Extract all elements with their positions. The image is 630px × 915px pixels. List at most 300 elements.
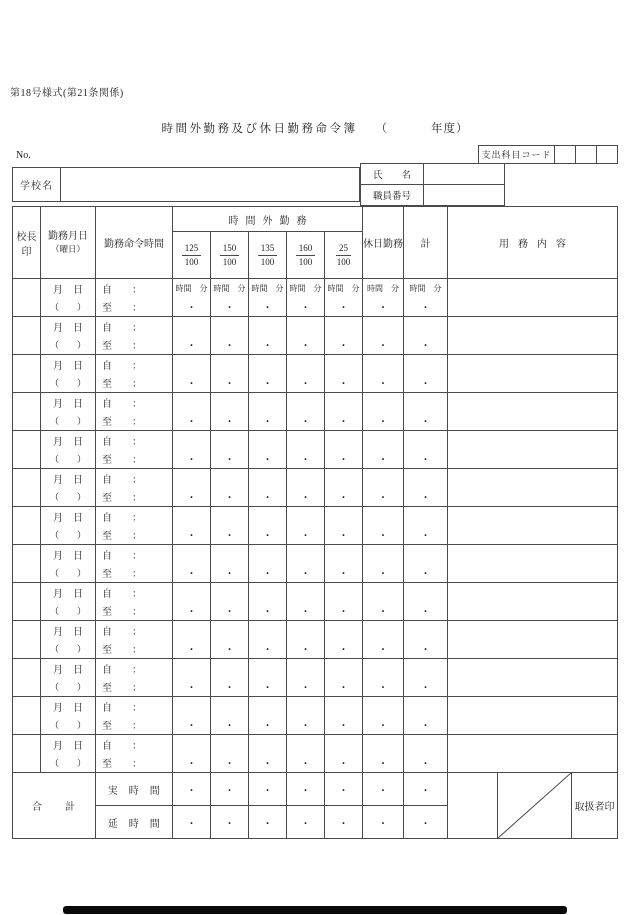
month-day-label: 月 日 bbox=[53, 398, 83, 410]
unit-label bbox=[325, 431, 362, 450]
rate-25-cell bbox=[325, 317, 363, 355]
unit-label: 時間 分 bbox=[409, 283, 442, 293]
dot-mark: ・ bbox=[378, 341, 389, 353]
unit-label bbox=[173, 697, 210, 716]
to-label: 至 ： bbox=[102, 569, 142, 581]
total-cell bbox=[404, 279, 448, 317]
dot-mark: ・ bbox=[186, 417, 197, 429]
work-date-stack bbox=[41, 507, 95, 544]
dot-mark: ・ bbox=[300, 607, 311, 619]
from-label: 自 ： bbox=[102, 398, 142, 410]
total-cell bbox=[404, 469, 448, 507]
unit-label bbox=[287, 355, 324, 374]
work-date-cell bbox=[41, 507, 96, 545]
scan-edge-artifact bbox=[63, 906, 567, 914]
dot-mark: ・ bbox=[420, 417, 431, 429]
rate-125-cell bbox=[173, 545, 211, 583]
school-name-label: 学校名 bbox=[13, 168, 61, 201]
dot-mark: ・ bbox=[186, 607, 197, 619]
actual-rate-160-cell: ・ bbox=[287, 773, 325, 806]
dot-mark: ・ bbox=[338, 455, 349, 467]
seal-cell bbox=[13, 355, 41, 393]
work-date-cell bbox=[41, 735, 96, 773]
from-label: 自 ： bbox=[102, 550, 142, 562]
unit-label bbox=[325, 697, 362, 716]
unit-label bbox=[404, 659, 447, 678]
extended-holiday-cell: ・ bbox=[363, 806, 404, 839]
rate-25-cell bbox=[325, 735, 363, 773]
order-time-cell bbox=[96, 279, 173, 317]
dot-mark: ・ bbox=[186, 721, 197, 733]
seal-cell bbox=[13, 469, 41, 507]
entry-row bbox=[13, 735, 618, 773]
month-day-label: 月 日 bbox=[53, 360, 83, 372]
dot-mark: ・ bbox=[338, 493, 349, 505]
from-label: 自 ： bbox=[102, 322, 142, 334]
rate-125-cell bbox=[173, 735, 211, 773]
rate-125-cell bbox=[173, 621, 211, 659]
duty-content-cell bbox=[448, 469, 618, 507]
duty-content-cell bbox=[448, 621, 618, 659]
order-time-cell bbox=[96, 697, 173, 735]
dot-mark: ・ bbox=[420, 645, 431, 657]
dot-mark: ・ bbox=[262, 721, 273, 733]
order-time-stack bbox=[96, 697, 172, 734]
unit-label: 時間 分 bbox=[251, 283, 284, 293]
dot-mark: ・ bbox=[186, 341, 197, 353]
rate-160-cell bbox=[287, 317, 325, 355]
month-day-label: 月 日 bbox=[53, 284, 83, 296]
rate-135-cell bbox=[249, 317, 287, 355]
title-row bbox=[0, 120, 630, 136]
entry-row bbox=[13, 431, 618, 469]
month-day-label: 月 日 bbox=[53, 626, 83, 638]
unit-label bbox=[287, 431, 324, 450]
seal-cell bbox=[13, 621, 41, 659]
dot-mark: ・ bbox=[420, 569, 431, 581]
order-time-stack bbox=[96, 469, 172, 506]
dot-mark: ・ bbox=[378, 303, 389, 315]
name-box bbox=[360, 163, 505, 206]
order-table bbox=[12, 206, 618, 839]
rate-160-cell bbox=[287, 735, 325, 773]
rate-125-cell bbox=[173, 469, 211, 507]
work-date-cell bbox=[41, 659, 96, 697]
duty-content-cell bbox=[448, 545, 618, 583]
holiday-cell bbox=[363, 431, 404, 469]
duty-content-cell bbox=[448, 659, 618, 697]
dot-mark: ・ bbox=[338, 417, 349, 429]
unit-label bbox=[287, 507, 324, 526]
unit-label bbox=[211, 621, 248, 640]
unit-label bbox=[404, 697, 447, 716]
rate-160-cell bbox=[287, 697, 325, 735]
unit-label bbox=[404, 355, 447, 374]
rate-125-cell bbox=[173, 659, 211, 697]
rate-125-denominator: 100 bbox=[184, 256, 199, 267]
entry-row bbox=[13, 355, 618, 393]
unit-label bbox=[249, 735, 286, 754]
dot-mark: ・ bbox=[420, 341, 431, 353]
unit-label bbox=[211, 583, 248, 602]
rate-25-header bbox=[325, 232, 363, 279]
work-date-cell bbox=[41, 279, 96, 317]
duty-header: 用務内容 bbox=[448, 207, 618, 279]
total-cell bbox=[404, 621, 448, 659]
unit-label bbox=[211, 659, 248, 678]
rate-25-numerator: 25 bbox=[336, 243, 351, 256]
rate-25-cell bbox=[325, 507, 363, 545]
weekday-paren: （ ） bbox=[49, 416, 86, 427]
rate-135-header bbox=[249, 232, 287, 279]
rate-160-cell bbox=[287, 621, 325, 659]
to-label: 至 ： bbox=[102, 607, 142, 619]
rate-135-cell bbox=[249, 355, 287, 393]
order-time-stack bbox=[96, 317, 172, 354]
unit-label bbox=[287, 621, 324, 640]
duty-content-cell bbox=[448, 355, 618, 393]
total-cell bbox=[404, 355, 448, 393]
unit-label bbox=[211, 507, 248, 526]
order-time-cell bbox=[96, 431, 173, 469]
dot-mark: ・ bbox=[300, 531, 311, 543]
unit-label bbox=[173, 317, 210, 336]
actual-time-row bbox=[13, 773, 618, 806]
rate-150-cell bbox=[211, 659, 249, 697]
extended-rate-125-cell: ・ bbox=[173, 806, 211, 839]
from-label: 自 ： bbox=[102, 474, 142, 486]
dot-mark: ・ bbox=[300, 569, 311, 581]
unit-label bbox=[287, 735, 324, 754]
dot-mark: ・ bbox=[420, 531, 431, 543]
order-time-cell bbox=[96, 545, 173, 583]
weekday-paren: （ ） bbox=[49, 340, 86, 351]
work-date-stack bbox=[41, 317, 95, 354]
rate-160-cell bbox=[287, 279, 325, 317]
unit-label bbox=[363, 621, 403, 640]
dot-mark: ・ bbox=[262, 455, 273, 467]
unit-label: 時間 分 bbox=[289, 283, 322, 293]
weekday-paren: （ ） bbox=[49, 682, 86, 693]
dot-mark: ・ bbox=[378, 759, 389, 771]
order-time-cell bbox=[96, 621, 173, 659]
duty-content-cell bbox=[448, 735, 618, 773]
actual-rate-135-cell: ・ bbox=[249, 773, 287, 806]
order-time-stack bbox=[96, 621, 172, 658]
unit-label: 時間 分 bbox=[367, 283, 400, 293]
dot-mark: ・ bbox=[224, 493, 235, 505]
rate-135-cell bbox=[249, 659, 287, 697]
rate-150-cell bbox=[211, 393, 249, 431]
unit-label bbox=[325, 545, 362, 564]
dot-mark: ・ bbox=[186, 493, 197, 505]
dot-mark: ・ bbox=[262, 303, 273, 315]
holiday-cell bbox=[363, 507, 404, 545]
unit-label bbox=[363, 507, 403, 526]
duty-content-cell bbox=[448, 279, 618, 317]
to-label: 至 ： bbox=[102, 303, 142, 315]
weekday-paren: （ ） bbox=[49, 568, 86, 579]
dot-mark: ・ bbox=[300, 645, 311, 657]
total-cell bbox=[404, 317, 448, 355]
extended-rate-25-cell: ・ bbox=[325, 806, 363, 839]
unit-label bbox=[173, 735, 210, 754]
rate-150-cell bbox=[211, 469, 249, 507]
holiday-cell bbox=[363, 317, 404, 355]
dot-mark: ・ bbox=[224, 379, 235, 391]
seal-cell bbox=[13, 583, 41, 621]
rate-150-cell bbox=[211, 735, 249, 773]
rate-135-cell bbox=[249, 507, 287, 545]
rate-150-cell bbox=[211, 431, 249, 469]
work-date-cell bbox=[41, 469, 96, 507]
entry-row bbox=[13, 317, 618, 355]
rate-160-cell bbox=[287, 583, 325, 621]
diagonal-cell bbox=[498, 773, 572, 839]
duty-content-cell bbox=[448, 393, 618, 431]
unit-label bbox=[404, 317, 447, 336]
seal-cell bbox=[13, 431, 41, 469]
order-time-cell bbox=[96, 659, 173, 697]
page-title: 時間外勤務及び休日勤務命令簿 bbox=[161, 123, 358, 135]
dot-mark: ・ bbox=[186, 759, 197, 771]
rate-25-cell bbox=[325, 545, 363, 583]
entry-row bbox=[13, 507, 618, 545]
dot-mark: ・ bbox=[420, 683, 431, 695]
weekday-paren: （ ） bbox=[49, 492, 86, 503]
dot-mark: ・ bbox=[420, 721, 431, 733]
entry-row bbox=[13, 659, 618, 697]
dot-mark: ・ bbox=[262, 759, 273, 771]
rate-150-header bbox=[211, 232, 249, 279]
unit-label bbox=[363, 735, 403, 754]
dot-mark: ・ bbox=[378, 531, 389, 543]
unit-label bbox=[404, 507, 447, 526]
rate-125-cell bbox=[173, 393, 211, 431]
unit-label bbox=[363, 583, 403, 602]
work-date-stack bbox=[41, 735, 95, 772]
rate-135-cell bbox=[249, 621, 287, 659]
unit-label bbox=[287, 317, 324, 336]
work-date-stack bbox=[41, 393, 95, 430]
to-label: 至 ： bbox=[102, 493, 142, 505]
unit-label bbox=[404, 431, 447, 450]
unit-label bbox=[325, 735, 362, 754]
rate-135-cell bbox=[249, 583, 287, 621]
dot-mark: ・ bbox=[186, 531, 197, 543]
unit-label bbox=[211, 355, 248, 374]
overtime-header: 時間外勤務 bbox=[173, 207, 363, 232]
rate-150-cell bbox=[211, 545, 249, 583]
dot-mark: ・ bbox=[338, 303, 349, 315]
work-date-stack bbox=[41, 659, 95, 696]
dot-mark: ・ bbox=[300, 455, 311, 467]
rate-25-fraction bbox=[336, 243, 351, 268]
duty-content-cell bbox=[448, 507, 618, 545]
dot-mark: ・ bbox=[224, 683, 235, 695]
unit-label bbox=[173, 621, 210, 640]
unit-label bbox=[325, 659, 362, 678]
dot-mark: ・ bbox=[300, 379, 311, 391]
unit-label bbox=[404, 583, 447, 602]
from-label: 自 ： bbox=[102, 740, 142, 752]
unit-label bbox=[325, 583, 362, 602]
rate-150-cell bbox=[211, 507, 249, 545]
name-row bbox=[361, 164, 504, 184]
dot-mark: ・ bbox=[300, 493, 311, 505]
work-date-cell bbox=[41, 317, 96, 355]
dot-mark: ・ bbox=[338, 379, 349, 391]
to-label: 至 ： bbox=[102, 683, 142, 695]
rate-125-header bbox=[173, 232, 211, 279]
unit-label bbox=[363, 355, 403, 374]
dot-mark: ・ bbox=[338, 531, 349, 543]
to-label: 至 ： bbox=[102, 531, 142, 543]
order-time-stack bbox=[96, 659, 172, 696]
total-cell bbox=[404, 583, 448, 621]
unit-label bbox=[249, 659, 286, 678]
dot-mark: ・ bbox=[378, 379, 389, 391]
unit-label bbox=[173, 469, 210, 488]
unit-label bbox=[249, 621, 286, 640]
employee-no-row bbox=[361, 184, 504, 205]
dot-mark: ・ bbox=[378, 645, 389, 657]
order-time-cell bbox=[96, 393, 173, 431]
holiday-cell bbox=[363, 545, 404, 583]
rate-125-cell bbox=[173, 355, 211, 393]
dot-mark: ・ bbox=[224, 455, 235, 467]
dot-mark: ・ bbox=[186, 455, 197, 467]
work-date-cell bbox=[41, 545, 96, 583]
unit-label: 時間 分 bbox=[175, 283, 208, 293]
dot-mark: ・ bbox=[300, 721, 311, 733]
expenditure-code-label: 支出科目コード bbox=[479, 146, 555, 163]
dot-mark: ・ bbox=[420, 759, 431, 771]
seal-cell bbox=[13, 697, 41, 735]
rate-135-cell bbox=[249, 545, 287, 583]
from-label: 自 ： bbox=[102, 588, 142, 600]
weekday-paren: （ ） bbox=[49, 530, 86, 541]
unit-label bbox=[287, 393, 324, 412]
dot-mark: ・ bbox=[420, 379, 431, 391]
school-name-value bbox=[61, 168, 359, 201]
duty-content-cell bbox=[448, 697, 618, 735]
rate-25-cell bbox=[325, 393, 363, 431]
weekday-paren: （ ） bbox=[49, 606, 86, 617]
dot-mark: ・ bbox=[338, 607, 349, 619]
from-label: 自 ： bbox=[102, 626, 142, 638]
dot-mark: ・ bbox=[338, 341, 349, 353]
actual-holiday-cell: ・ bbox=[363, 773, 404, 806]
dot-mark: ・ bbox=[262, 531, 273, 543]
weekday-paren: （ ） bbox=[49, 378, 86, 389]
seal-cell bbox=[13, 279, 41, 317]
from-label: 自 ： bbox=[102, 360, 142, 372]
work-date-cell bbox=[41, 393, 96, 431]
total-cell bbox=[404, 697, 448, 735]
month-day-label: 月 日 bbox=[53, 322, 83, 334]
entry-row bbox=[13, 621, 618, 659]
unit-label bbox=[325, 393, 362, 412]
weekday-paren: （ ） bbox=[49, 644, 86, 655]
rate-160-cell bbox=[287, 659, 325, 697]
dot-mark: ・ bbox=[378, 569, 389, 581]
handler-seal-label: 取扱者印 bbox=[572, 773, 618, 839]
dot-mark: ・ bbox=[186, 569, 197, 581]
rate-160-cell bbox=[287, 393, 325, 431]
unit-label bbox=[363, 697, 403, 716]
rate-150-cell bbox=[211, 697, 249, 735]
month-day-label: 月 日 bbox=[53, 702, 83, 714]
total-cell bbox=[404, 431, 448, 469]
name-label: 氏 名 bbox=[361, 164, 424, 184]
order-time-cell bbox=[96, 583, 173, 621]
work-date-stack bbox=[41, 621, 95, 658]
order-time-cell bbox=[96, 469, 173, 507]
dot-mark: ・ bbox=[224, 759, 235, 771]
unit-label bbox=[363, 469, 403, 488]
work-date-stack bbox=[41, 583, 95, 620]
to-label: 至 ： bbox=[102, 341, 142, 353]
month-day-label: 月 日 bbox=[53, 550, 83, 562]
to-label: 至 ： bbox=[102, 417, 142, 429]
dot-mark: ・ bbox=[378, 417, 389, 429]
extended-total-cell: ・ bbox=[404, 806, 448, 839]
holiday-cell bbox=[363, 659, 404, 697]
order-time-cell bbox=[96, 735, 173, 773]
form-number: 第18号様式(第21条関係) bbox=[10, 88, 124, 99]
rate-25-denominator: 100 bbox=[336, 256, 351, 267]
rate-150-cell bbox=[211, 621, 249, 659]
unit-label bbox=[249, 697, 286, 716]
rate-135-fraction bbox=[258, 243, 278, 268]
dot-mark: ・ bbox=[186, 683, 197, 695]
unit-label: 時間 分 bbox=[327, 283, 360, 293]
dot-mark: ・ bbox=[378, 455, 389, 467]
actual-time-label: 実 時 間 bbox=[96, 773, 173, 806]
rate-160-cell bbox=[287, 469, 325, 507]
to-label: 至 ： bbox=[102, 721, 142, 733]
order-time-stack bbox=[96, 507, 172, 544]
from-label: 自 ： bbox=[102, 284, 142, 296]
rate-150-fraction bbox=[220, 243, 240, 268]
seal-cell bbox=[13, 393, 41, 431]
weekday-paren: （ ） bbox=[49, 454, 86, 465]
holiday-cell bbox=[363, 583, 404, 621]
dot-mark: ・ bbox=[224, 645, 235, 657]
unit-label bbox=[363, 545, 403, 564]
expenditure-code-cell-2 bbox=[576, 146, 597, 163]
rate-25-cell bbox=[325, 279, 363, 317]
unit-label bbox=[325, 355, 362, 374]
to-label: 至 ： bbox=[102, 645, 142, 657]
holiday-cell bbox=[363, 621, 404, 659]
unit-label bbox=[287, 697, 324, 716]
weekday-paren: （ ） bbox=[49, 758, 86, 769]
rate-160-cell bbox=[287, 545, 325, 583]
unit-label bbox=[249, 431, 286, 450]
employee-no-value bbox=[424, 185, 504, 205]
holiday-header: 休日勤務 bbox=[363, 207, 404, 279]
dot-mark: ・ bbox=[262, 341, 273, 353]
duty-content-cell bbox=[448, 317, 618, 355]
rate-160-cell bbox=[287, 431, 325, 469]
unit-label bbox=[173, 393, 210, 412]
holiday-cell bbox=[363, 279, 404, 317]
order-time-stack bbox=[96, 393, 172, 430]
rate-150-cell bbox=[211, 355, 249, 393]
rate-125-cell bbox=[173, 431, 211, 469]
